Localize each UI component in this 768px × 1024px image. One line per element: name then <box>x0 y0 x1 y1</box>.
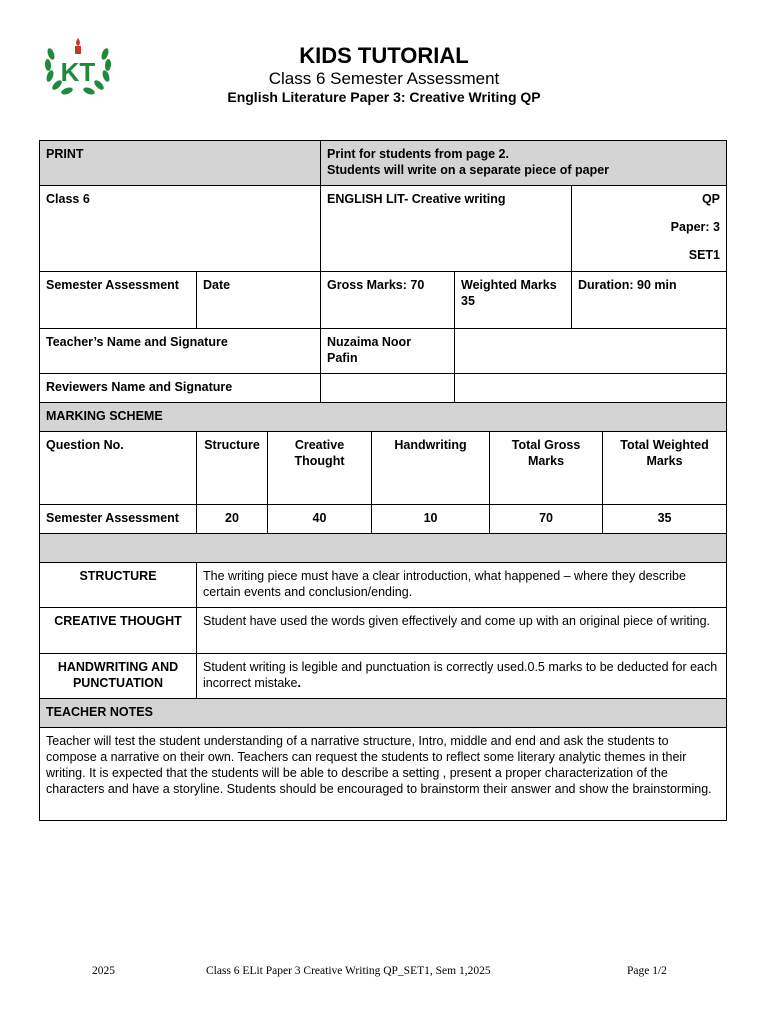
marks-total-gross: 70 <box>490 505 603 534</box>
assessment-subtitle: Class 6 Semester Assessment <box>268 69 500 88</box>
assessment-table <box>39 140 727 821</box>
gross-marks-cell <box>321 272 455 329</box>
date-cell <box>197 272 321 329</box>
print-note-line-1: Print for students from page 2. <box>327 147 509 161</box>
paper-number: Paper: 3 <box>670 220 721 234</box>
subject-cell <box>321 186 572 272</box>
weighted-marks: Weighted Marks 35 <box>461 278 557 308</box>
criterion-structure-desc: The writing piece must have a clear introduction, what happened – where they describe certain events and conclusion/ending. <box>197 563 727 608</box>
header-structure: Structure <box>197 432 268 505</box>
print-label-cell <box>40 141 321 186</box>
reviewers-name-cell <box>321 374 455 403</box>
print-note-cell <box>321 141 727 186</box>
teacher-label-cell <box>40 329 321 374</box>
criterion-handwriting-desc-end: . <box>297 676 301 690</box>
duration-cell <box>572 272 727 329</box>
teacher-notes-text: Teacher will test the student understanding of a narrative structure, Intro, middle and end and ask the students to compose a narrative on their own. Teachers can request the students to reflect some literary analytic themes in their writing. It is expected that the students will be able to describe a setting , present a proper characterization of the characters and have a storyline. Students should be encouraged to brainstorm their answer and show the brainstorming. <box>40 728 727 821</box>
class-cell <box>40 186 321 272</box>
separator-row <box>40 534 727 563</box>
marks-total-weighted: 35 <box>603 505 727 534</box>
logo-text: KT <box>60 57 96 87</box>
teacher-signature-cell <box>455 329 727 374</box>
marks-creative-thought: 40 <box>268 505 372 534</box>
print-label: PRINT <box>46 147 84 161</box>
reviewers-signature-cell <box>455 374 727 403</box>
header-total-weighted-marks: Total Weighted Marks <box>603 432 727 505</box>
footer-year: 2025 <box>92 965 115 977</box>
date-label: Date <box>203 278 231 292</box>
school-title: KIDS TUTORIAL <box>299 43 469 68</box>
footer-doc-title: Class 6 ELit Paper 3 Creative Writing QP_SET1, Sem 1,2025 <box>206 965 491 977</box>
paper-info-cell <box>572 186 727 272</box>
marks-structure: 20 <box>197 505 268 534</box>
header-creative-thought: Creative Thought <box>268 432 372 505</box>
gross-marks: Gross Marks: 70 <box>327 278 425 292</box>
assessment-label: Semester Assessment <box>46 278 179 292</box>
reviewers-label: Reviewers Name and Signature <box>46 380 233 394</box>
assessment-cell <box>40 272 197 329</box>
teacher-label: Teacher’s Name and Signature <box>46 335 228 349</box>
header-total-gross-marks: Total Gross Marks <box>490 432 603 505</box>
criterion-handwriting-name <box>40 654 197 699</box>
criterion-creative-thought-name: CREATIVE THOUGHT <box>40 608 197 654</box>
teacher-notes-title: TEACHER NOTES <box>46 705 153 719</box>
criterion-structure-name: STRUCTURE <box>40 563 197 608</box>
marks-row-label: Semester Assessment <box>40 505 197 534</box>
paper-title: English Literature Paper 3: Creative Writing QP <box>227 89 541 105</box>
set-label: SET1 <box>688 248 721 262</box>
criterion-handwriting-name-line-1: HANDWRITING AND <box>57 660 179 674</box>
header-question-no: Question No. <box>40 432 197 505</box>
marking-scheme-title-cell <box>40 403 727 432</box>
class-label: Class 6 <box>46 192 90 206</box>
marking-scheme-title: MARKING SCHEME <box>46 409 163 423</box>
criterion-handwriting-desc <box>197 654 727 699</box>
duration: Duration: 90 min <box>578 278 677 292</box>
teacher-name-line-2: Pafin <box>327 351 358 365</box>
footer-page-number: Page 1/2 <box>627 965 667 977</box>
qp-label: QP <box>701 192 721 206</box>
header-handwriting: Handwriting <box>372 432 490 505</box>
subject-label: ENGLISH LIT- Creative writing <box>327 192 506 206</box>
page-footer <box>0 965 768 981</box>
print-note-line-2: Students will write on a separate piece of paper <box>327 163 610 177</box>
teacher-name-line-1: Nuzaima Noor <box>327 335 412 349</box>
teacher-notes-title-cell <box>40 699 727 728</box>
marks-handwriting: 10 <box>372 505 490 534</box>
teacher-name-cell <box>321 329 455 374</box>
criterion-handwriting-name-line-2: PUNCTUATION <box>72 676 164 690</box>
weighted-marks-cell <box>455 272 572 329</box>
reviewers-label-cell <box>40 374 321 403</box>
criterion-creative-thought-desc: Student have used the words given effectively and come up with an original piece of writing. <box>197 608 727 654</box>
criterion-handwriting-desc-text: Student writing is legible and punctuation is correctly used.0.5 marks to be deducted for each incorrect mistake <box>203 660 718 690</box>
